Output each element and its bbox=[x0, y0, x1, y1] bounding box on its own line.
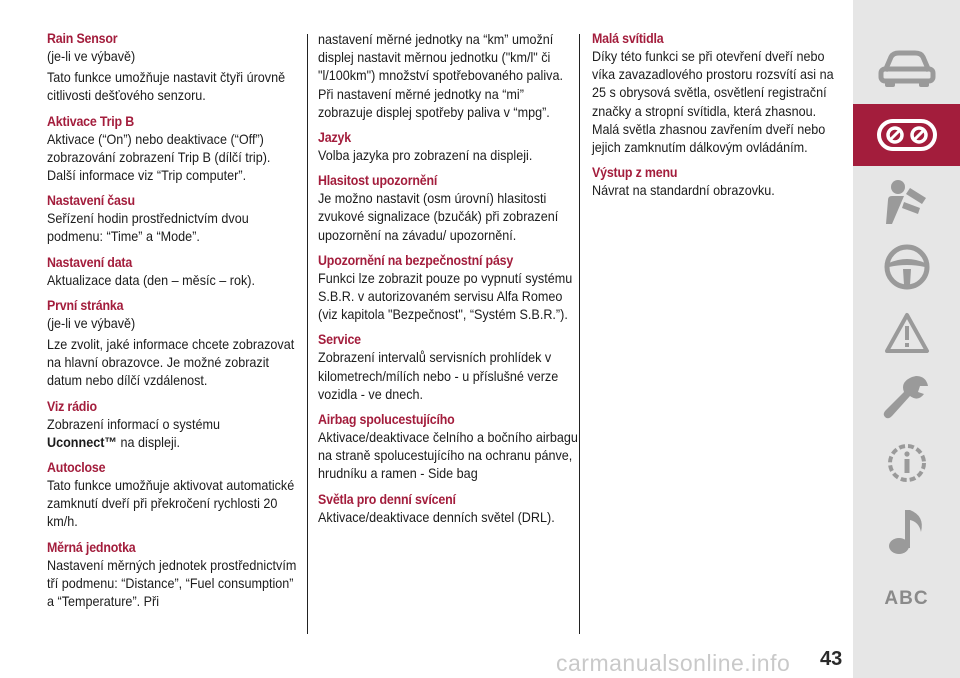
section-text: (je-li ve výbavě) bbox=[47, 314, 136, 331]
section-text: Tato funkce umožňuje nastavit čtyři úrovně citlivosti dešťového senzoru. bbox=[47, 69, 286, 104]
section-heading: Jazyk bbox=[318, 130, 351, 146]
sidebar-item-technical[interactable] bbox=[853, 432, 960, 494]
section-first-page bbox=[47, 297, 297, 390]
section-text: Seřízení hodin prostřednictvím dvou podmenu: “Time” a “Mode”. bbox=[47, 210, 249, 245]
sidebar-item-warnings[interactable] bbox=[853, 302, 960, 364]
section-text: Je možno nastavit (osm úrovní) hlasitosti zvukové signalizace (bzučák) při zobrazení upozornění na závadu/ upozornění. bbox=[318, 190, 559, 243]
info-gear-icon bbox=[883, 439, 931, 487]
steering-wheel-icon bbox=[883, 243, 931, 291]
section-text-part: Zobrazení informací o systému bbox=[47, 415, 220, 432]
section-heading: První stránka bbox=[47, 297, 124, 313]
section-text: Zobrazení intervalů servisních prohlídek v kilometrech/mílích nebo - u příslušné verze vozidla - ve dnech. bbox=[318, 349, 559, 402]
section-text-part: na displeji. bbox=[120, 433, 181, 450]
chapter-sidebar bbox=[853, 0, 960, 678]
section-units-continued bbox=[318, 30, 580, 121]
section-heading: Upozornění na bezpečnostní pásy bbox=[318, 252, 514, 268]
section-menu-exit bbox=[592, 164, 837, 199]
section-time bbox=[47, 192, 297, 245]
section-text: Funkci lze zobrazit pouze po vypnutí systému S.B.R. v autorizovaném servisu Alfa Romeo (viz kapitola "Bezpečnost", “Systém S.B.R.”). bbox=[318, 269, 573, 323]
section-text: Aktivace/deaktivace čelního a bočního airbagu na straně spolucestujícího na ochranu pánve, hrudníku a ramen - Side bag bbox=[318, 429, 578, 482]
sidebar-item-dashboard[interactable] bbox=[853, 104, 960, 166]
section-autoclose bbox=[47, 459, 297, 531]
section-text: nastavení měrné jednotky na “km” umožní displej nastavit měrnou jednotku ("km/l" či "l/100km") množství spotřebovaného paliva. Při nastavení měrné jednotky na “mi” zobrazuje displej spotřeby paliva v “mpg”. bbox=[318, 31, 563, 120]
section-text: Díky této funkci se při otevření dveří nebo víka zavazadlového prostoru rozsvítí asi na 25 s obrysová světla, osvětlení registrační značky a stropní svítidla, která zhasnou. Malá světla zhasnou zavřením dveří nebo jejich zamknutím dálkovým ovládáním. bbox=[592, 48, 834, 156]
section-heading: Světla pro denní svícení bbox=[318, 491, 456, 507]
section-heading: Service bbox=[318, 332, 361, 348]
sidebar-item-safety[interactable] bbox=[853, 172, 960, 234]
section-text: Lze zvolit, jaké informace chcete zobrazovat na hlavní obrazovce. Je možné zobrazit datum nebo dílčí vzdálenost. bbox=[47, 336, 295, 389]
text-column-1 bbox=[47, 30, 297, 618]
section-heading: Hlasitost upozornění bbox=[318, 173, 438, 189]
section-service bbox=[318, 331, 580, 403]
section-drl bbox=[318, 491, 580, 526]
section-text: Volba jazyka pro zobrazení na displeji. bbox=[318, 147, 533, 164]
section-date bbox=[47, 254, 297, 289]
section-text: Návrat na standardní obrazovku. bbox=[592, 182, 775, 199]
music-icon bbox=[885, 506, 929, 556]
section-heading: Nastavení času bbox=[47, 193, 135, 209]
section-heading: Airbag spolucestujícího bbox=[318, 412, 455, 428]
text-column-2 bbox=[318, 30, 580, 534]
section-heading: Viz rádio bbox=[47, 398, 97, 414]
section-text: Tato funkce umožňuje aktivovat automatické zamknutí dveří při překročení rychlosti 20 km/h. bbox=[47, 477, 295, 530]
sidebar-item-car[interactable] bbox=[853, 38, 960, 100]
section-heading: Výstup z menu bbox=[592, 165, 678, 181]
section-seatbelt-warning bbox=[318, 252, 580, 324]
section-heading: Rain Sensor bbox=[47, 31, 118, 46]
section-text bbox=[47, 415, 297, 451]
section-text: Aktivace (“On”) nebo deaktivace (“Off”) zobrazování zobrazení Trip B (dílčí trip). Další informace viz “Trip computer”. bbox=[47, 130, 271, 184]
section-passenger-airbag bbox=[318, 411, 580, 483]
section-language bbox=[318, 129, 580, 164]
section-heading: Nastavení data bbox=[47, 254, 133, 270]
section-heading: Měrná jednotka bbox=[47, 539, 136, 555]
watermark: carmanualsonline.info bbox=[556, 650, 791, 676]
sidebar-item-index[interactable] bbox=[853, 568, 960, 630]
warning-icon bbox=[883, 311, 931, 355]
section-radio bbox=[47, 398, 297, 451]
section-rain-sensor bbox=[47, 30, 297, 105]
wrench-icon bbox=[882, 372, 932, 422]
index-label: ABC bbox=[884, 588, 929, 609]
section-heading: Autoclose bbox=[47, 460, 106, 476]
section-small-lights bbox=[592, 30, 837, 156]
section-text: (je-li ve výbavě) bbox=[47, 48, 136, 64]
section-trip-b bbox=[47, 113, 297, 185]
sidebar-item-multimedia[interactable] bbox=[853, 500, 960, 562]
sidebar-item-driving[interactable] bbox=[853, 236, 960, 298]
brand-name: Uconnect™ bbox=[47, 433, 118, 450]
text-column-3 bbox=[592, 30, 837, 207]
dashboard-icon bbox=[876, 118, 938, 152]
page-number: 43 bbox=[820, 648, 843, 670]
section-text: Aktivace/deaktivace denních světel (DRL). bbox=[318, 508, 555, 525]
section-heading: Malá svítidla bbox=[592, 31, 664, 46]
sidebar-item-maintenance[interactable] bbox=[853, 366, 960, 428]
section-volume bbox=[318, 172, 580, 244]
seatbelt-icon bbox=[882, 178, 932, 228]
section-heading: Aktivace Trip B bbox=[47, 113, 134, 129]
section-text: Nastavení měrných jednotek prostřednictvím tří podmenu: “Distance”, “Fuel consumption” a “Temperature”. Při bbox=[47, 556, 297, 610]
column-divider bbox=[307, 34, 308, 634]
car-icon bbox=[877, 49, 937, 89]
section-text: Aktualizace data (den – měsíc – rok). bbox=[47, 271, 255, 288]
section-units bbox=[47, 539, 297, 611]
